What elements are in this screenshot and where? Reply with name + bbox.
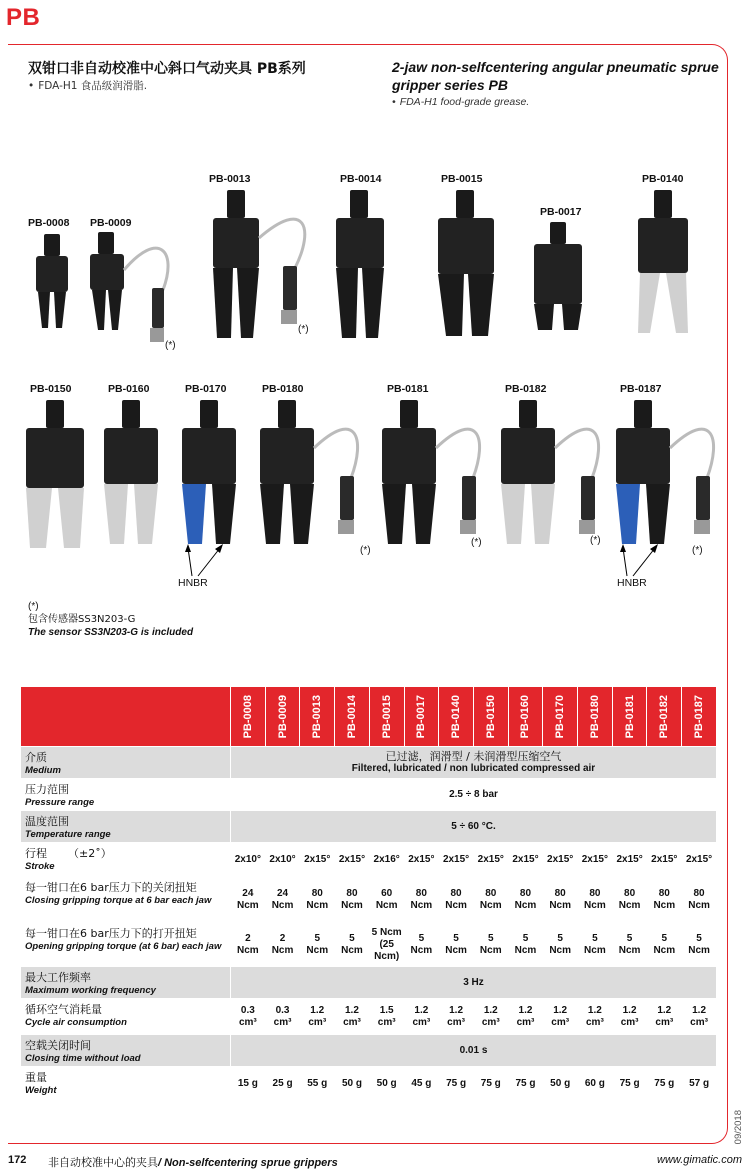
closing-torque-cell: 24 Ncm bbox=[265, 877, 300, 923]
spec-table bbox=[20, 686, 717, 1101]
sensor-note-cn: 包含传感器SS3N203-G bbox=[28, 614, 136, 625]
table-col-header: PB-0015 bbox=[369, 687, 404, 747]
weight-cell: 25 g bbox=[265, 1067, 300, 1101]
row-label: 空载关闭时间 Closing time without load bbox=[21, 1035, 231, 1067]
opening-torque-cell: 2 Ncm bbox=[231, 923, 266, 967]
title-en: 2-jaw non-selfcentering angular pneumatic sprue gripper series PB bbox=[392, 59, 719, 93]
table-row-stroke bbox=[21, 843, 717, 877]
table-col-header: PB-0014 bbox=[335, 687, 370, 747]
closing-torque-cell: 80 Ncm bbox=[439, 877, 474, 923]
closing-torque-cell: 80 Ncm bbox=[404, 877, 439, 923]
closing-torque-cell: 80 Ncm bbox=[647, 877, 682, 923]
opening-torque-cell: 5 Ncm bbox=[543, 923, 578, 967]
sensor-asterisk: (*) bbox=[692, 545, 703, 556]
row-label: 压力范围 Pressure range bbox=[21, 779, 231, 811]
table-row-weight bbox=[21, 1067, 717, 1101]
table-col-header: PB-0017 bbox=[404, 687, 439, 747]
gripper-image-pb-0187 bbox=[612, 398, 722, 558]
stroke-cell: 2x15° bbox=[473, 843, 508, 877]
table-col-header: PB-0187 bbox=[682, 687, 717, 747]
gripper-image-pb-0180 bbox=[256, 398, 366, 558]
opening-torque-cell: 5 Ncm bbox=[404, 923, 439, 967]
closing-torque-cell: 80 Ncm bbox=[543, 877, 578, 923]
sensor-note-mark: (*) bbox=[28, 601, 39, 612]
row-label: 重量 Weight bbox=[21, 1067, 231, 1101]
gripper-image-pb-0150 bbox=[20, 398, 90, 558]
stroke-cell: 2x15° bbox=[300, 843, 335, 877]
gripper-image-pb-0170 bbox=[178, 398, 240, 548]
gripper-image-pb-0160 bbox=[100, 398, 162, 548]
table-col-header: PB-0180 bbox=[578, 687, 613, 747]
hnbr-arrows-icon bbox=[615, 540, 665, 580]
stroke-cell: 2x15° bbox=[508, 843, 543, 877]
product-label: PB-0015 bbox=[441, 173, 483, 185]
weight-cell: 55 g bbox=[300, 1067, 335, 1101]
table-col-header: PB-0009 bbox=[265, 687, 300, 747]
closing-torque-cell: 80 Ncm bbox=[508, 877, 543, 923]
closing-torque-cell: 60 Ncm bbox=[369, 877, 404, 923]
table-row-pressure bbox=[21, 779, 717, 811]
table-col-header: PB-0181 bbox=[612, 687, 647, 747]
product-label: PB-0013 bbox=[209, 173, 251, 185]
stroke-cell: 2x15° bbox=[335, 843, 370, 877]
weight-cell: 50 g bbox=[335, 1067, 370, 1101]
opening-torque-cell: 5 Ncm bbox=[439, 923, 474, 967]
gripper-image-pb-0181 bbox=[378, 398, 488, 558]
row-label: 温度范围 Temperature range bbox=[21, 811, 231, 843]
closing-time-value: 0.01 s bbox=[231, 1035, 717, 1067]
product-label: PB-0187 bbox=[620, 383, 662, 395]
stroke-cell: 2x15° bbox=[612, 843, 647, 877]
temperature-value: 5 ÷ 60 °C. bbox=[231, 811, 717, 843]
footer-text: 非自动校准中心的夹具/ Non-selfcentering sprue grippers bbox=[48, 1156, 338, 1169]
closing-torque-cell: 80 Ncm bbox=[335, 877, 370, 923]
gripper-image-pb-0182 bbox=[497, 398, 607, 558]
weight-cell: 50 g bbox=[543, 1067, 578, 1101]
stroke-cell: 2x10° bbox=[231, 843, 266, 877]
opening-torque-cell: 5 Ncm bbox=[473, 923, 508, 967]
table-col-header: PB-0150 bbox=[473, 687, 508, 747]
product-label: PB-0150 bbox=[30, 383, 72, 395]
table-col-header: PB-0182 bbox=[647, 687, 682, 747]
air-cell: 1.2 cm³ bbox=[473, 999, 508, 1035]
hnbr-label: HNBR bbox=[617, 577, 647, 589]
closing-torque-cell: 80 Ncm bbox=[612, 877, 647, 923]
opening-torque-cell: 5 Ncm (25 Ncm) bbox=[369, 923, 404, 967]
air-cell: 1.2 cm³ bbox=[508, 999, 543, 1035]
pressure-value: 2.5 ÷ 8 bar bbox=[231, 779, 717, 811]
table-row-closing-time bbox=[21, 1035, 717, 1067]
series-tab: PB bbox=[6, 4, 41, 31]
weight-cell: 75 g bbox=[508, 1067, 543, 1101]
table-row-opening-torque bbox=[21, 923, 717, 967]
opening-torque-cell: 5 Ncm bbox=[682, 923, 717, 967]
product-label: PB-0182 bbox=[505, 383, 547, 395]
gripper-image-pb-0017 bbox=[528, 220, 588, 335]
table-row-frequency bbox=[21, 967, 717, 999]
table-col-header: PB-0160 bbox=[508, 687, 543, 747]
sensor-asterisk: (*) bbox=[360, 545, 371, 556]
air-cell: 1.5 cm³ bbox=[369, 999, 404, 1035]
table-row-air bbox=[21, 999, 717, 1035]
title-cn: 双钳口非自动校准中心斜口气动夹具 PB系列 bbox=[28, 61, 306, 77]
product-label: PB-0180 bbox=[262, 383, 304, 395]
product-label: PB-0008 bbox=[28, 217, 70, 229]
air-cell: 0.3 cm³ bbox=[265, 999, 300, 1035]
weight-cell: 45 g bbox=[404, 1067, 439, 1101]
gripper-image-pb-0015 bbox=[432, 188, 502, 348]
air-cell: 1.2 cm³ bbox=[404, 999, 439, 1035]
gripper-image-pb-0009 bbox=[88, 230, 178, 350]
note-cn: • FDA-H1 食品级润滑脂. bbox=[28, 78, 147, 93]
sensor-asterisk: (*) bbox=[298, 324, 309, 335]
table-row-temperature bbox=[21, 811, 717, 843]
stroke-cell: 2x15° bbox=[578, 843, 613, 877]
gripper-image-pb-0008 bbox=[30, 232, 75, 332]
air-cell: 1.2 cm³ bbox=[439, 999, 474, 1035]
table-col-header: PB-0008 bbox=[231, 687, 266, 747]
gripper-image-pb-0140 bbox=[632, 188, 694, 338]
product-label: PB-0181 bbox=[387, 383, 429, 395]
page-number: 172 bbox=[8, 1154, 27, 1166]
sensor-asterisk: (*) bbox=[165, 340, 176, 351]
air-cell: 1.2 cm³ bbox=[578, 999, 613, 1035]
sensor-note-en: The sensor SS3N203-G is included bbox=[28, 627, 194, 638]
table-row-medium bbox=[21, 747, 717, 779]
closing-torque-cell: 24 Ncm bbox=[231, 877, 266, 923]
product-label: PB-0014 bbox=[340, 173, 382, 185]
stroke-cell: 2x15° bbox=[439, 843, 474, 877]
table-col-header: PB-0170 bbox=[543, 687, 578, 747]
air-cell: 1.2 cm³ bbox=[543, 999, 578, 1035]
row-label: 介质 Medium bbox=[21, 747, 231, 779]
row-label: 最大工作频率 Maximum working frequency bbox=[21, 967, 231, 999]
air-cell: 1.2 cm³ bbox=[335, 999, 370, 1035]
stroke-cell: 2x15° bbox=[543, 843, 578, 877]
sensor-asterisk: (*) bbox=[471, 537, 482, 548]
row-label: 循环空气消耗量 Cycle air consumption bbox=[21, 999, 231, 1035]
hnbr-arrows-icon bbox=[180, 540, 230, 580]
product-label: PB-0017 bbox=[540, 206, 582, 218]
product-label: PB-0009 bbox=[90, 217, 132, 229]
table-row-closing-torque bbox=[21, 877, 717, 923]
air-cell: 1.2 cm³ bbox=[300, 999, 335, 1035]
air-cell: 1.2 cm³ bbox=[612, 999, 647, 1035]
opening-torque-cell: 5 Ncm bbox=[508, 923, 543, 967]
weight-cell: 15 g bbox=[231, 1067, 266, 1101]
product-label: PB-0170 bbox=[185, 383, 227, 395]
weight-cell: 75 g bbox=[647, 1067, 682, 1101]
hnbr-label: HNBR bbox=[178, 577, 208, 589]
weight-cell: 75 g bbox=[439, 1067, 474, 1101]
row-label: 每一钳口在6 bar压力下的打开扭矩 Opening gripping torque (at 6 bar) each jaw bbox=[21, 923, 231, 967]
sensor-asterisk: (*) bbox=[590, 535, 601, 546]
closing-torque-cell: 80 Ncm bbox=[682, 877, 717, 923]
stroke-cell: 2x16° bbox=[369, 843, 404, 877]
frequency-value: 3 Hz bbox=[231, 967, 717, 999]
table-header-blank bbox=[21, 687, 231, 747]
opening-torque-cell: 5 Ncm bbox=[578, 923, 613, 967]
weight-cell: 57 g bbox=[682, 1067, 717, 1101]
row-label: 行程 （±2˚） Stroke bbox=[21, 843, 231, 877]
stroke-cell: 2x10° bbox=[265, 843, 300, 877]
weight-cell: 50 g bbox=[369, 1067, 404, 1101]
product-label: PB-0160 bbox=[108, 383, 150, 395]
closing-torque-cell: 80 Ncm bbox=[473, 877, 508, 923]
gripper-image-pb-0014 bbox=[330, 188, 390, 348]
stroke-cell: 2x15° bbox=[682, 843, 717, 877]
weight-cell: 75 g bbox=[612, 1067, 647, 1101]
print-date: 09/2018 bbox=[733, 1110, 744, 1145]
opening-torque-cell: 5 Ncm bbox=[647, 923, 682, 967]
weight-cell: 75 g bbox=[473, 1067, 508, 1101]
opening-torque-cell: 5 Ncm bbox=[335, 923, 370, 967]
footer-url[interactable]: www.gimatic.com bbox=[657, 1154, 742, 1166]
stroke-cell: 2x15° bbox=[647, 843, 682, 877]
sensor-note bbox=[28, 600, 193, 639]
air-cell: 1.2 cm³ bbox=[682, 999, 717, 1035]
table-col-header: PB-0013 bbox=[300, 687, 335, 747]
closing-torque-cell: 80 Ncm bbox=[578, 877, 613, 923]
table-col-header: PB-0140 bbox=[439, 687, 474, 747]
note-en: • FDA-H1 food-grade grease. bbox=[392, 96, 529, 108]
table-header-row bbox=[21, 687, 717, 747]
stroke-cell: 2x15° bbox=[404, 843, 439, 877]
medium-value: 已过滤，润滑型 / 未润滑型压缩空气 Filtered, lubricated / non lubricated compressed air bbox=[231, 747, 717, 779]
closing-torque-cell: 80 Ncm bbox=[300, 877, 335, 923]
weight-cell: 60 g bbox=[578, 1067, 613, 1101]
air-cell: 0.3 cm³ bbox=[231, 999, 266, 1035]
air-cell: 1.2 cm³ bbox=[647, 999, 682, 1035]
product-label: PB-0140 bbox=[642, 173, 684, 185]
opening-torque-cell: 2 Ncm bbox=[265, 923, 300, 967]
opening-torque-cell: 5 Ncm bbox=[300, 923, 335, 967]
opening-torque-cell: 5 Ncm bbox=[612, 923, 647, 967]
row-label: 每一钳口在6 bar压力下的关闭扭矩 Closing gripping torque at 6 bar each jaw bbox=[21, 877, 231, 923]
